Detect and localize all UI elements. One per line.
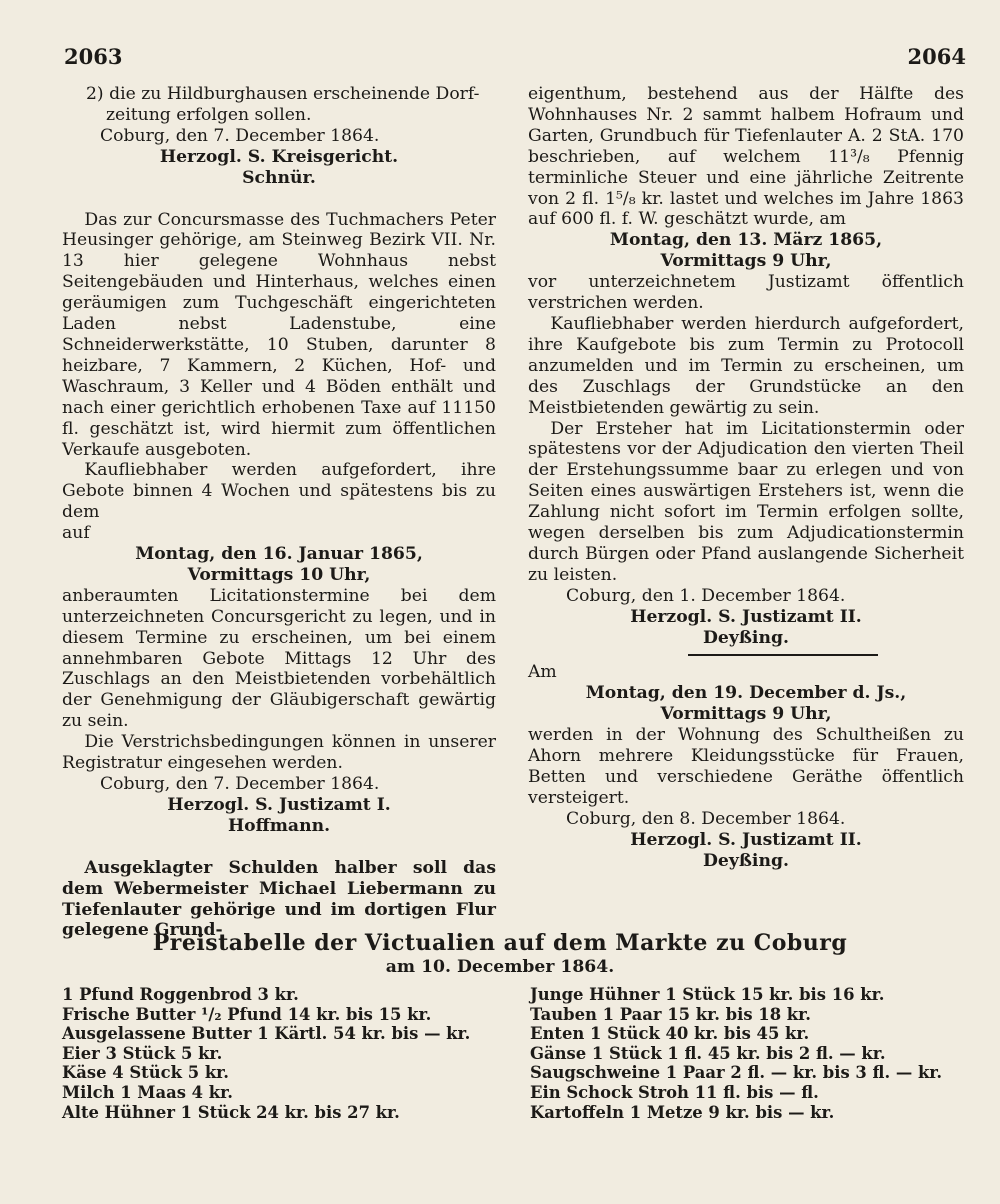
notice1-authority: Herzogl. S. Kreisgericht. (159, 146, 399, 167)
notice2-body: Das zur Concursmasse des Tuchmachers Peter Heusinger gehörige, am Steinweg Bezirk VII. Nr. 13 hier gelegene Wohnhaus nebst Seitengebäuden und Hinterhaus, welches einen geräumigen zum Tuchgeschäft eingerichteten Laden nebst Ladenstube, eine Schneiderwerkstätte, 10 Stuben, darunter 8 heizbare, 7 Kammern, 2 Küchen, Hof- und Waschraum, 3 Keller und 4 Böden enthält und nach einer gerichtlich erhobenen Taxe auf 11150 fl. geschätzt ist, wird hiermit zum öffentlichen Verkaufe ausgeboten. (62, 209, 496, 460)
notice4-authority: Herzogl. S. Justizamt II. (630, 829, 862, 850)
notice2-authority: Herzogl. S. Justizamt I. (167, 794, 391, 815)
price-item: Käse 4 Stück 5 kr. (62, 1063, 230, 1083)
price-table-title: Preistabelle der Victualien auf dem Markte zu Coburg (152, 930, 848, 956)
notice2-date-line: Montag, den 16. Januar 1865, (135, 544, 423, 565)
notice4-body: werden in der Wohnung des Schultheißen zu Ahorn mehrere Kleidungsstücke für Frauen, Betten und verschiedene Geräthe öffentlich versteigert. (528, 725, 964, 808)
right-column (528, 84, 964, 872)
page-number-right: 2064 (907, 44, 966, 69)
notice1-place-date: Coburg, den 7. December 1864. (100, 125, 380, 146)
notice4-time-line: Vormittags 9 Uhr, (660, 704, 832, 725)
notice3-date-line: Montag, den 13. März 1865, (609, 230, 883, 251)
notice4-date-line: Montag, den 19. December d. Js., (585, 683, 907, 704)
notice2-place-date: Coburg, den 7. December 1864. (100, 774, 380, 794)
price-item: Milch 1 Maas 4 kr. (62, 1082, 233, 1102)
notice3-invite: Kaufliebhaber werden hierdurch aufgefordert, ihre Kaufgebote bis zum Termin zu Protocoll anzumelden und im Termin zu erscheinen, um des Zuschlags der Grundstücke an den Meistbietenden gewärtig zu sein. (528, 313, 964, 418)
price-table-date: am 10. December 1864. (385, 957, 615, 977)
notice3-authority: Herzogl. S. Justizamt II. (630, 606, 862, 627)
notice2-auf: auf (62, 523, 90, 544)
notice3-terms: Der Ersteher hat im Licitationstermin oder spätestens vor der Adjudication den vierten Theil der Erstehungssumme baar zu erlegen und von Seiten eines auswärtigen Erstehers ist, wenn die Zahlung nicht sofort im Termin erfolgen sollte, wegen derselben bis zum Adjudicationstermin durch Bürgen oder Pfand auslangende Sicherheit zu leisten. (528, 418, 964, 585)
price-item: Frische Butter ¹/₂ Pfund 14 kr. bis 15 kr. (62, 1004, 432, 1024)
notice4-am: Am (528, 662, 557, 683)
price-list-right (530, 985, 980, 1122)
notice1-line-1: 2) die zu Hildburghausen erscheinende Dorf- (86, 84, 480, 104)
notice3-cont-body: eigenthum, bestehend aus der Hälfte des Wohnhauses Nr. 2 sammt halbem Hofraum und Garten, Grundbuch für Tiefenlauter A. 2 StA. 170 beschrieben, auf welchem 11³/₈ Pfennig terminliche Steuer und eine jährliche Zeitrente von 2 fl. 1⁵/₈ kr. lastet und welches im Jahre 1863 auf 600 fl. f. W. geschätzt wurde, am (528, 84, 964, 230)
notice3-signatory: Deyßing. (703, 627, 789, 648)
notice3-body2: vor unterzeichnetem Justizamt öffentlich verstrichen werden. (528, 272, 964, 314)
notice3-body: Ausgeklagter Schulden halber soll das dem Webermeister Michael Liebermann zu Tiefenlauter gehörige und im dortigen Flur gelegene Grund- (62, 857, 496, 941)
notice2-body2: anberaumten Licitationstermine bei dem unterzeichneten Concursgericht zu legen, und in diesem Termine zu erscheinen, um bei einem annehmbaren Gebote Mittags 12 Uhr des Zuschlags an den Meistbietenden vorbehältlich der Genehmigung der Gläubigerschaft gewärtig zu sein. (62, 585, 496, 732)
notice1-line-2: zeitung erfolgen sollen. (106, 104, 312, 125)
price-item: Tauben 1 Paar 15 kr. bis 18 kr. (530, 1004, 811, 1024)
price-item: 1 Pfund Roggenbrod 3 kr. (62, 985, 299, 1004)
page-number-left: 2063 (64, 44, 123, 69)
left-column (62, 84, 496, 941)
notice3-place-date: Coburg, den 1. December 1864. (566, 585, 846, 606)
notice4-place-date: Coburg, den 8. December 1864. (566, 808, 846, 829)
price-item: Ein Schock Stroh 11 fl. bis — fl. (530, 1082, 819, 1102)
price-item: Kartoffeln 1 Metze 9 kr. bis — kr. (530, 1102, 835, 1122)
notice3-time-line: Vormittags 9 Uhr, (660, 251, 832, 272)
notice2-signatory: Hoffmann. (227, 815, 331, 836)
price-item: Gänse 1 Stück 1 fl. 45 kr. bis 2 fl. — kr. (530, 1043, 886, 1063)
notice2-invite: Kaufliebhaber werden aufgefordert, ihre Gebote binnen 4 Wochen und spätestens bis zu dem (62, 460, 496, 523)
notice2-conditions: Die Verstrichsbedingungen können in unserer Registratur eingesehen werden. (62, 732, 496, 774)
price-list-left (62, 985, 502, 1122)
price-item: Ausgelassene Butter 1 Kärtl. 54 kr. bis — kr. (62, 1024, 471, 1044)
price-item: Alte Hühner 1 Stück 24 kr. bis 27 kr. (62, 1102, 400, 1122)
section-divider (688, 654, 878, 656)
notice1-signatory: Schnür. (242, 167, 316, 188)
price-item: Enten 1 Stück 40 kr. bis 45 kr. (530, 1024, 810, 1044)
price-item: Saugschweine 1 Paar 2 fl. — kr. bis 3 fl. — kr. (530, 1063, 943, 1083)
price-item: Eier 3 Stück 5 kr. (62, 1043, 223, 1063)
price-item: Junge Hühner 1 Stück 15 kr. bis 16 kr. (530, 985, 885, 1004)
notice4-signatory: Deyßing. (703, 850, 789, 871)
notice2-time-line: Vormittags 10 Uhr, (187, 564, 371, 585)
